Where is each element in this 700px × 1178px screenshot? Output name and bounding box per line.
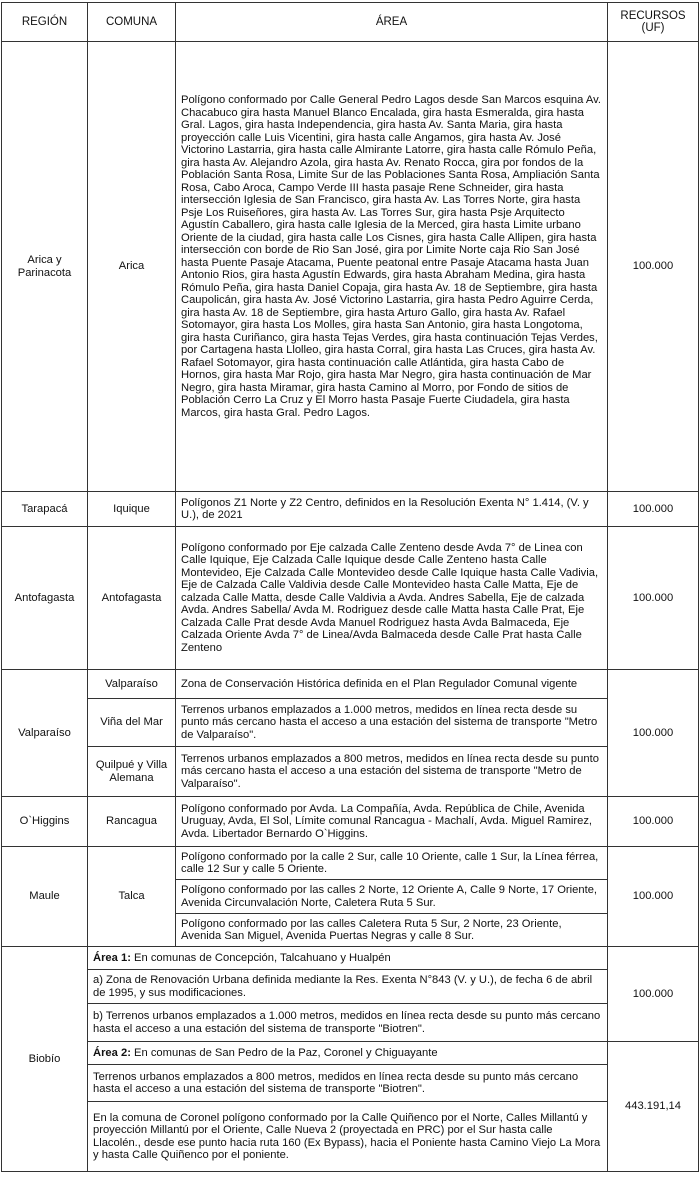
resources-table — [1, 2, 699, 1172]
area-cell: Polígono conformado por Calle General Pedro Lagos desde San Marcos esquina Av. Chacabuco gira hasta Manuel Blanco Encalada, gira hasta Esmeralda, gira hasta Gral. Lagos, gira hasta Independencia, gira hasta Av. Santa Maria, gira hasta proyección calle Luis Vicentini, gira hasta calle Angamos, gira hasta Av. José Victorino Lastarria, gira hasta calle Almirante Latorre, gira hasta calle Rómulo Peña, gira hasta Av. Alejandro Azola, gira hasta Av. Renato Rocca, gira por fondos de la Población Santa Rosa, Limite Sur de las Poblaciones Santa Rosa, Ampliación Santa Rosa, Cabo Aroca, Campo Verde III hasta pasaje Rene Schneider, gira hasta intersección Iglesia de San Francisco, gira hasta Av. Las Torres Norte, gira hasta Psje Los Ruiseñores, gira hasta Av. Las Torres Sur, gira hasta Psje Arquitecto Agustín Caballero, gira hasta calle Iglesia de la Merced, gira hasta Limite urbano Oriente de la ciudad, gira hasta calle Los Cisnes, gira hasta Calle Allipen, gira hasta intersección con borde de Rio San José, gira por Limite Norte caja Rio San José hasta Puente Pasaje Atacama, Puente peatonal entre Pasaje Atacama hasta Juan Antonio Rios, gira hasta Agustín Edwards, gira hasta Abraham Medina, gira hasta Rómulo Peña, gira hasta Daniel Copaja, gira hasta Av. 18 de Septiembre, gira hasta Caupolicán, gira hasta Av. José Victorino Lastarria, gira hasta Pedro Aguirre Cerda, gira hasta Av. 18 de Septiembre, gira hasta Arturo Gallo, gira hasta Av. Rafael Sotomayor, gira hasta Los Molles, gira hasta San Antonio, gira hasta Longotoma, gira hasta Curiñanco, gira hasta Tejas Verdes, gira hasta continuación Tejas Verdes, por Cartagena hasta Llolleo, gira hasta Corral, gira hasta Las Cruces, gira hasta Av. Rafael Sotomayor, gira hasta continuación calle Atlántida, gira hasta Cabo de Hornos, gira hasta Mar Rojo, gira hasta Mar Negro, gira hasta continuación de Mar Negro, gira hasta Miramar, gira hasta Camino al Morro, por Fondo de sitios de Población Cerro La Cruz y El Morro hasta Pasaje Fuerte Ciudadela, gira hasta Marcos, gira hasta Gral. Pedro Lagos. — [176, 42, 608, 492]
area-cell: Polígono conformado por las calles Caletera Ruta 5 Sur, 2 Norte, 23 Oriente, Avenida San Miguel, Avenida Puertas Negras y calle 8 Sur. — [176, 914, 608, 947]
area-cell: Polígono conformado por la calle 2 Sur, calle 10 Oriente, calle 1 Sur, la Línea férrea, calle 12 Sur y calle 5 Oriente. — [176, 847, 608, 880]
recursos-cell: 100.000 — [608, 947, 699, 1042]
area2-title: En comunas de San Pedro de la Paz, Coronel y Chiguayante — [130, 1046, 438, 1059]
recursos-cell: 100.000 — [608, 42, 699, 492]
recursos-cell: 443.191,14 — [608, 1042, 699, 1172]
region-cell: Arica y Parinacota — [2, 42, 88, 492]
table-row — [2, 699, 699, 747]
area-cell: Zona de Conservación Histórica definida en el Plan Regulador Comunal vigente — [176, 670, 608, 699]
region-cell: Biobío — [2, 947, 88, 1172]
area-cell: Terrenos urbanos emplazados a 800 metros, medidos en línea recta desde su punto más cercano hasta el acceso a una estación del sistema de transporte "Metro de Valparaíso". — [176, 747, 608, 797]
table-row — [2, 42, 699, 492]
comuna-cell: Arica — [88, 42, 176, 492]
header-row — [2, 3, 699, 42]
table-row — [2, 1065, 699, 1102]
table-row — [2, 492, 699, 527]
header-comuna: COMUNA — [88, 3, 176, 42]
area1-title: En comunas de Concepción, Talcahuano y Hualpén — [130, 951, 391, 964]
table-row — [2, 1102, 699, 1172]
comuna-cell: Quilpué y Villa Alemana — [88, 747, 176, 797]
region-cell: O`Higgins — [2, 797, 88, 847]
area2-label: Área 2: — [93, 1046, 131, 1059]
comuna-cell: Valparaíso — [88, 670, 176, 699]
table-row — [2, 797, 699, 847]
comuna-cell: Iquique — [88, 492, 176, 527]
table-row — [2, 747, 699, 797]
table-row — [2, 947, 699, 970]
table-row — [2, 527, 699, 670]
area2-header — [88, 1042, 608, 1065]
area-cell: a) Zona de Renovación Urbana definida mediante la Res. Exenta N°843 (V. y U.), de fecha 6 de abril de 1995, y sus modificaciones. — [88, 970, 608, 1004]
region-cell: Tarapacá — [2, 492, 88, 527]
recursos-cell: 100.000 — [608, 847, 699, 947]
area1-label: Área 1: — [93, 951, 131, 964]
table-row — [2, 970, 699, 1004]
region-cell: Valparaíso — [2, 670, 88, 797]
header-area: ÁREA — [176, 3, 608, 42]
area-cell: Terrenos urbanos emplazados a 800 metros, medidos en línea recta desde su punto más cercano hasta el acceso a una estación del sistema de transporte "Biotren". — [88, 1065, 608, 1102]
comuna-cell: Talca — [88, 847, 176, 947]
recursos-cell: 100.000 — [608, 797, 699, 847]
table-row — [2, 670, 699, 699]
header-region: REGIÓN — [2, 3, 88, 42]
area-cell: Polígono conformado por las calles 2 Norte, 12 Oriente A, Calle 9 Norte, 17 Oriente, Avenida Circunvalación Norte, Caletera Ruta 5 Sur. — [176, 880, 608, 914]
area-cell: En la comuna de Coronel polígono conformado por la Calle Quiñenco por el Norte, Calles Millantú y proyección Millantú por el Oriente, Calle Nueva 2 (proyectada en PRC) por el Sur hasta calle Llacolén., desde ese punto hacia ruta 160 (Ex Bypass), hacia el Poniente hasta Camino Viejo La Mora y hasta Calle Quiñenco por el poniente. — [88, 1102, 608, 1172]
table-row — [2, 847, 699, 880]
area1-header — [88, 947, 608, 970]
comuna-cell: Viña del Mar — [88, 699, 176, 747]
table-row — [2, 1004, 699, 1042]
recursos-cell: 100.000 — [608, 527, 699, 670]
header-recursos: RECURSOS (UF) — [608, 3, 699, 42]
area-cell: b) Terrenos urbanos emplazados a 1.000 metros, medidos en línea recta desde su punto más cercano hasta el acceso a una estación del sistema de transporte "Biotren". — [88, 1004, 608, 1042]
area-cell: Polígonos Z1 Norte y Z2 Centro, definidos en la Resolución Exenta N° 1.414, (V. y U.), de 2021 — [176, 492, 608, 527]
recursos-cell: 100.000 — [608, 670, 699, 797]
table-row — [2, 1042, 699, 1065]
comuna-cell: Rancagua — [88, 797, 176, 847]
region-cell: Antofagasta — [2, 527, 88, 670]
area-cell: Polígono conformado por Eje calzada Calle Zenteno desde Avda 7° de Linea con Calle Iquique, Eje Calzada Calle Iquique desde Calle Zenteno hasta Calle Montevideo, Eje Calzada Calle Montevideo desde Calle Iquique hasta Calle Vadivia, Eje de Calzada Calle Valdivia desde Calle Montevideo hasta Calle Matta, Eje de calzada Calle Matta, desde Calle Valdivia a Avda. Andres Sabella, Eje de calzada Avda. Andres Sabella/ Avda M. Rodriguez desde calle Matta hasta Calle Prat, Eje Calzada Calle Prat desde Avda Manuel Rodriguez hasta Avda Balmaceda, Eje Calzada Oriente Avda 7° de Linea/Avda Balmaceda desde Calle Prat hasta Calle Zenteno — [176, 527, 608, 670]
region-cell: Maule — [2, 847, 88, 947]
recursos-cell: 100.000 — [608, 492, 699, 527]
comuna-cell: Antofagasta — [88, 527, 176, 670]
area-cell: Terrenos urbanos emplazados a 1.000 metros, medidos en línea recta desde su punto más cercano hasta el acceso a una estación del sistema de transporte "Metro de Valparaíso". — [176, 699, 608, 747]
area-cell: Polígono conformado por Avda. La Compañía, Avda. República de Chile, Avenida Uruguay, Avda, El Sol, Límite comunal Rancagua - Machalí, Avda. Miguel Ramirez, Avda. Libertador Bernardo O`Higgins. — [176, 797, 608, 847]
